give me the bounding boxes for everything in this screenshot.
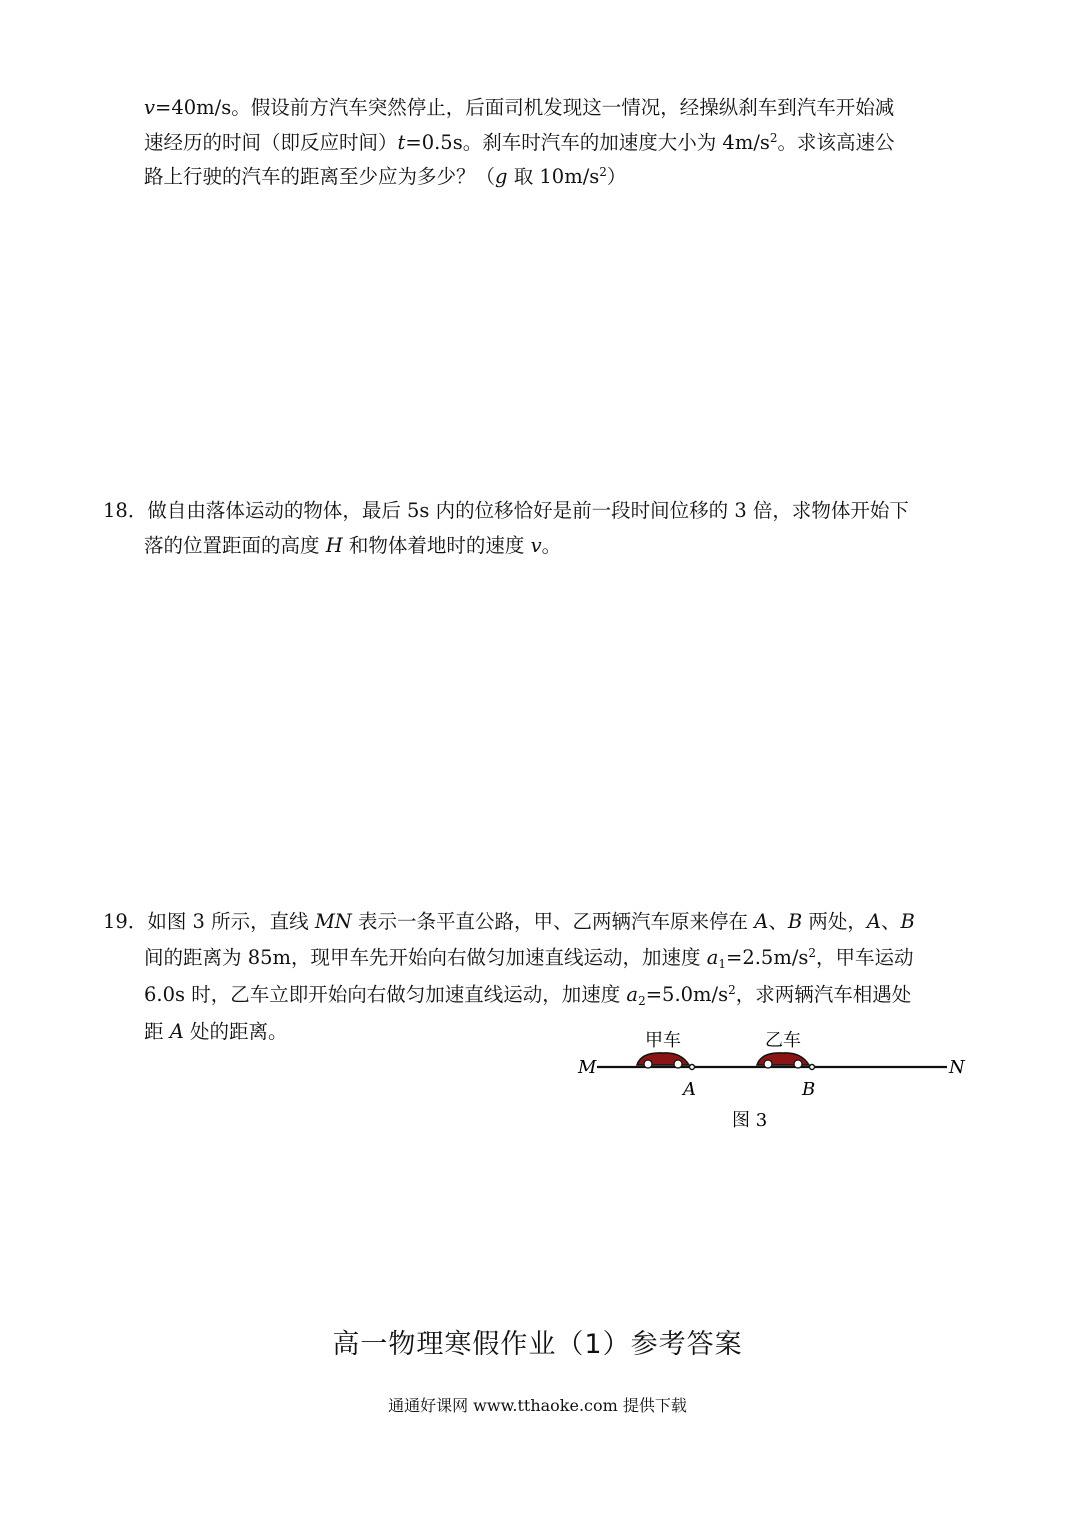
point-b-label: B <box>802 1079 816 1100</box>
footer-source: 通通好课网 www.tthaoke.com 提供下载 <box>388 1396 687 1415</box>
car-b <box>757 1053 809 1068</box>
car-a <box>637 1053 689 1068</box>
q19-line-4: 距 A 处的距离。 <box>144 1020 288 1043</box>
q18-line-2: 落的位置距面的高度 H 和物体着地时的速度 v。 <box>144 534 562 557</box>
figure-caption: 图 3 <box>732 1110 768 1131</box>
q17-line-1: v=40m/s。假设前方汽车突然停止，后面司机发现这一情况，经操纵刹车到汽车开始减 <box>144 96 895 119</box>
car-b-label: 乙车 <box>765 1030 801 1051</box>
q19-line-3: 6.0s 时，乙车立即开始向右做匀加速直线运动，加速度 $a_2=5.0m/s^2$，求两辆汽车相遇处 <box>144 983 912 1008</box>
q17-line-3: 路上行驶的汽车的距离至少应为多少？（g 取 $10m/s^2$） <box>144 165 627 188</box>
q19-line-1: 19．如图 3 所示，直线 MN 表示一条平直公路，甲、乙两辆汽车原来停在 A、B 两处，A、B <box>103 910 915 933</box>
point-b-marker <box>810 1065 815 1070</box>
point-m-label: M <box>578 1057 597 1078</box>
point-n-label: N <box>949 1057 965 1078</box>
q19-line-2: 间的距离为 85m，现甲车先开始向右做匀加速直线运动，加速度 $a_1=2.5m/s^2$，甲车运动 <box>144 946 914 971</box>
answer-title: 高一物理寒假作业（1）参考答案 <box>332 1329 743 1360</box>
q18-line-1: 18．做自由落体运动的物体，最后 5s 内的位移恰好是前一段时间位移的 3 倍，求物体开始下 <box>103 499 909 522</box>
car-a-label: 甲车 <box>645 1030 681 1051</box>
q17-line-2: 速经历的时间（即反应时间）t=0.5s。刹车时汽车的加速度大小为 $4m/s^2$。求该高速公 <box>144 131 895 154</box>
point-a-marker <box>690 1065 695 1070</box>
point-a-label: A <box>683 1079 696 1100</box>
road-figure <box>575 1022 975 1134</box>
